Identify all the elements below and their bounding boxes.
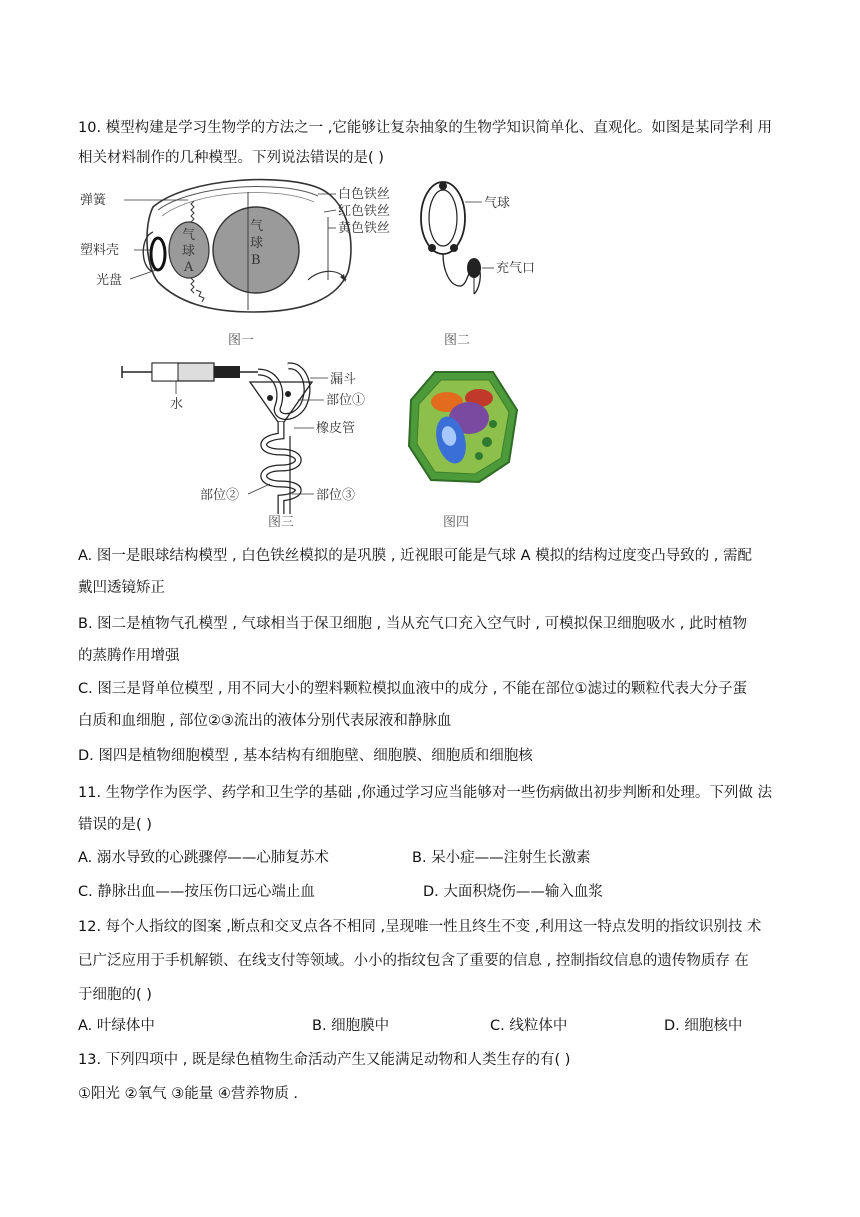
label-balloon-a-3: A bbox=[184, 260, 194, 275]
q12-option-b: B. 细胞膜中 bbox=[312, 1018, 390, 1034]
q12-stem-line-2: 已广泛应用于手机解锁、在线支付等领域。小小的指纹包含了重要的信息 , 控制指纹信息的遗传物质存 在 bbox=[78, 953, 749, 969]
q10-option-c-line-1: C. 图三是肾单位模型 , 用不同大小的塑料颗粒模拟血液中的成分 , 不能在部位①滤过的颗粒代表大分子蛋 bbox=[78, 681, 747, 697]
q10-stem-line-1: 10. 模型构建是学习生物学的方法之一 ,它能够让复杂抽象的生物学知识简单化、直观化。如图是某同学利 用 bbox=[78, 120, 772, 136]
q10-option-a-line-1: A. 图一是眼球结构模型 , 白色铁丝模拟的是巩膜 , 近视眼可能是气球 A 模拟的结构过度变凸导致的 , 需配 bbox=[78, 548, 752, 564]
label-yellow-wire: 黄色铁丝 bbox=[338, 221, 391, 236]
q11-option-c: C. 静脉出血——按压伤口远心端止血 bbox=[78, 884, 315, 900]
figure-3-caption: 图三 bbox=[268, 515, 295, 530]
q11-stem-line-1: 11. 生物学作为医学、药学和卫生学的基础 ,你通过学习应当能够对一些伤病做出初步判断和处理。下列做 法 bbox=[78, 785, 772, 801]
figure-3-nephron-model bbox=[118, 356, 388, 534]
label-balloon-b-3: B bbox=[251, 253, 261, 268]
q12-stem-line-1: 12. 每个人指纹的图案 ,断点和交叉点各不相同 ,呈现唯一性且终生不变 ,利用这一特点发明的指纹识别技 术 bbox=[78, 919, 762, 935]
q13-items: ①阳光 ②氧气 ③能量 ④营养物质 . bbox=[78, 1086, 299, 1102]
figure-1-eyeball-model bbox=[78, 172, 408, 352]
q10-option-b-line-2: 的蒸腾作用增强 bbox=[78, 648, 180, 664]
label-white-wire: 白色铁丝 bbox=[338, 187, 391, 202]
figure-4-plant-cell-model bbox=[405, 366, 525, 534]
label-balloon-b-1: 气 bbox=[250, 219, 264, 234]
label-plastic-shell: 塑料壳 bbox=[80, 243, 120, 258]
q11-option-a: A. 溺水导致的心跳骤停——心肺复苏术 bbox=[78, 850, 329, 866]
figure-2-caption: 图二 bbox=[444, 333, 471, 348]
label-inflation-inlet: 充气口 bbox=[496, 261, 536, 276]
label-red-wire: 红色铁丝 bbox=[338, 204, 391, 219]
label-part-1: 部位① bbox=[326, 393, 366, 408]
label-balloon-a-1: 气 bbox=[182, 228, 196, 243]
label-part-3: 部位③ bbox=[316, 488, 356, 503]
q10-option-c-line-2: 白质和血细胞 , 部位②③流出的液体分别代表尿液和静脉血 bbox=[78, 713, 452, 729]
label-balloon-a-2: 球 bbox=[182, 244, 196, 259]
q12-option-d: D. 细胞核中 bbox=[664, 1018, 743, 1034]
label-funnel: 漏斗 bbox=[330, 372, 357, 387]
q11-stem-line-2: 错误的是( ) bbox=[78, 817, 152, 833]
q12-option-a: A. 叶绿体中 bbox=[78, 1018, 155, 1034]
q12-stem-line-3: 于细胞的( ) bbox=[78, 987, 152, 1003]
q10-stem-line-2: 相关材料制作的几种模型。下列说法错误的是( ) bbox=[78, 150, 384, 166]
figure-4-caption: 图四 bbox=[443, 515, 470, 530]
label-disc: 光盘 bbox=[96, 273, 123, 288]
label-water: 水 bbox=[170, 397, 184, 412]
label-part-2: 部位② bbox=[200, 488, 240, 503]
q11-option-b: B. 呆小症——注射生长激素 bbox=[412, 850, 591, 866]
label-rubber-tube: 橡皮管 bbox=[316, 421, 356, 436]
q10-option-d: D. 图四是植物细胞模型 , 基本结构有细胞壁、细胞膜、细胞质和细胞核 bbox=[78, 748, 533, 764]
label-spring: 弹簧 bbox=[80, 193, 107, 208]
q12-option-c: C. 线粒体中 bbox=[490, 1018, 568, 1034]
q10-option-b-line-1: B. 图二是植物气孔模型 , 气球相当于保卫细胞 , 当从充气口充入空气时 , 可模拟保卫细胞吸水 , 此时植物 bbox=[78, 616, 747, 632]
figure-2-stoma-model bbox=[410, 176, 550, 352]
figure-1-caption: 图一 bbox=[228, 333, 255, 348]
q13-stem: 13. 下列四项中 , 既是绿色植物生命活动产生又能满足动物和人类生存的有( ) bbox=[78, 1052, 571, 1068]
label-balloon-b-2: 球 bbox=[250, 236, 264, 251]
q10-option-a-line-2: 戴凹透镜矫正 bbox=[78, 580, 165, 596]
q11-option-d: D. 大面积烧伤——输入血浆 bbox=[423, 884, 603, 900]
label-balloon: 气球 bbox=[484, 196, 511, 211]
